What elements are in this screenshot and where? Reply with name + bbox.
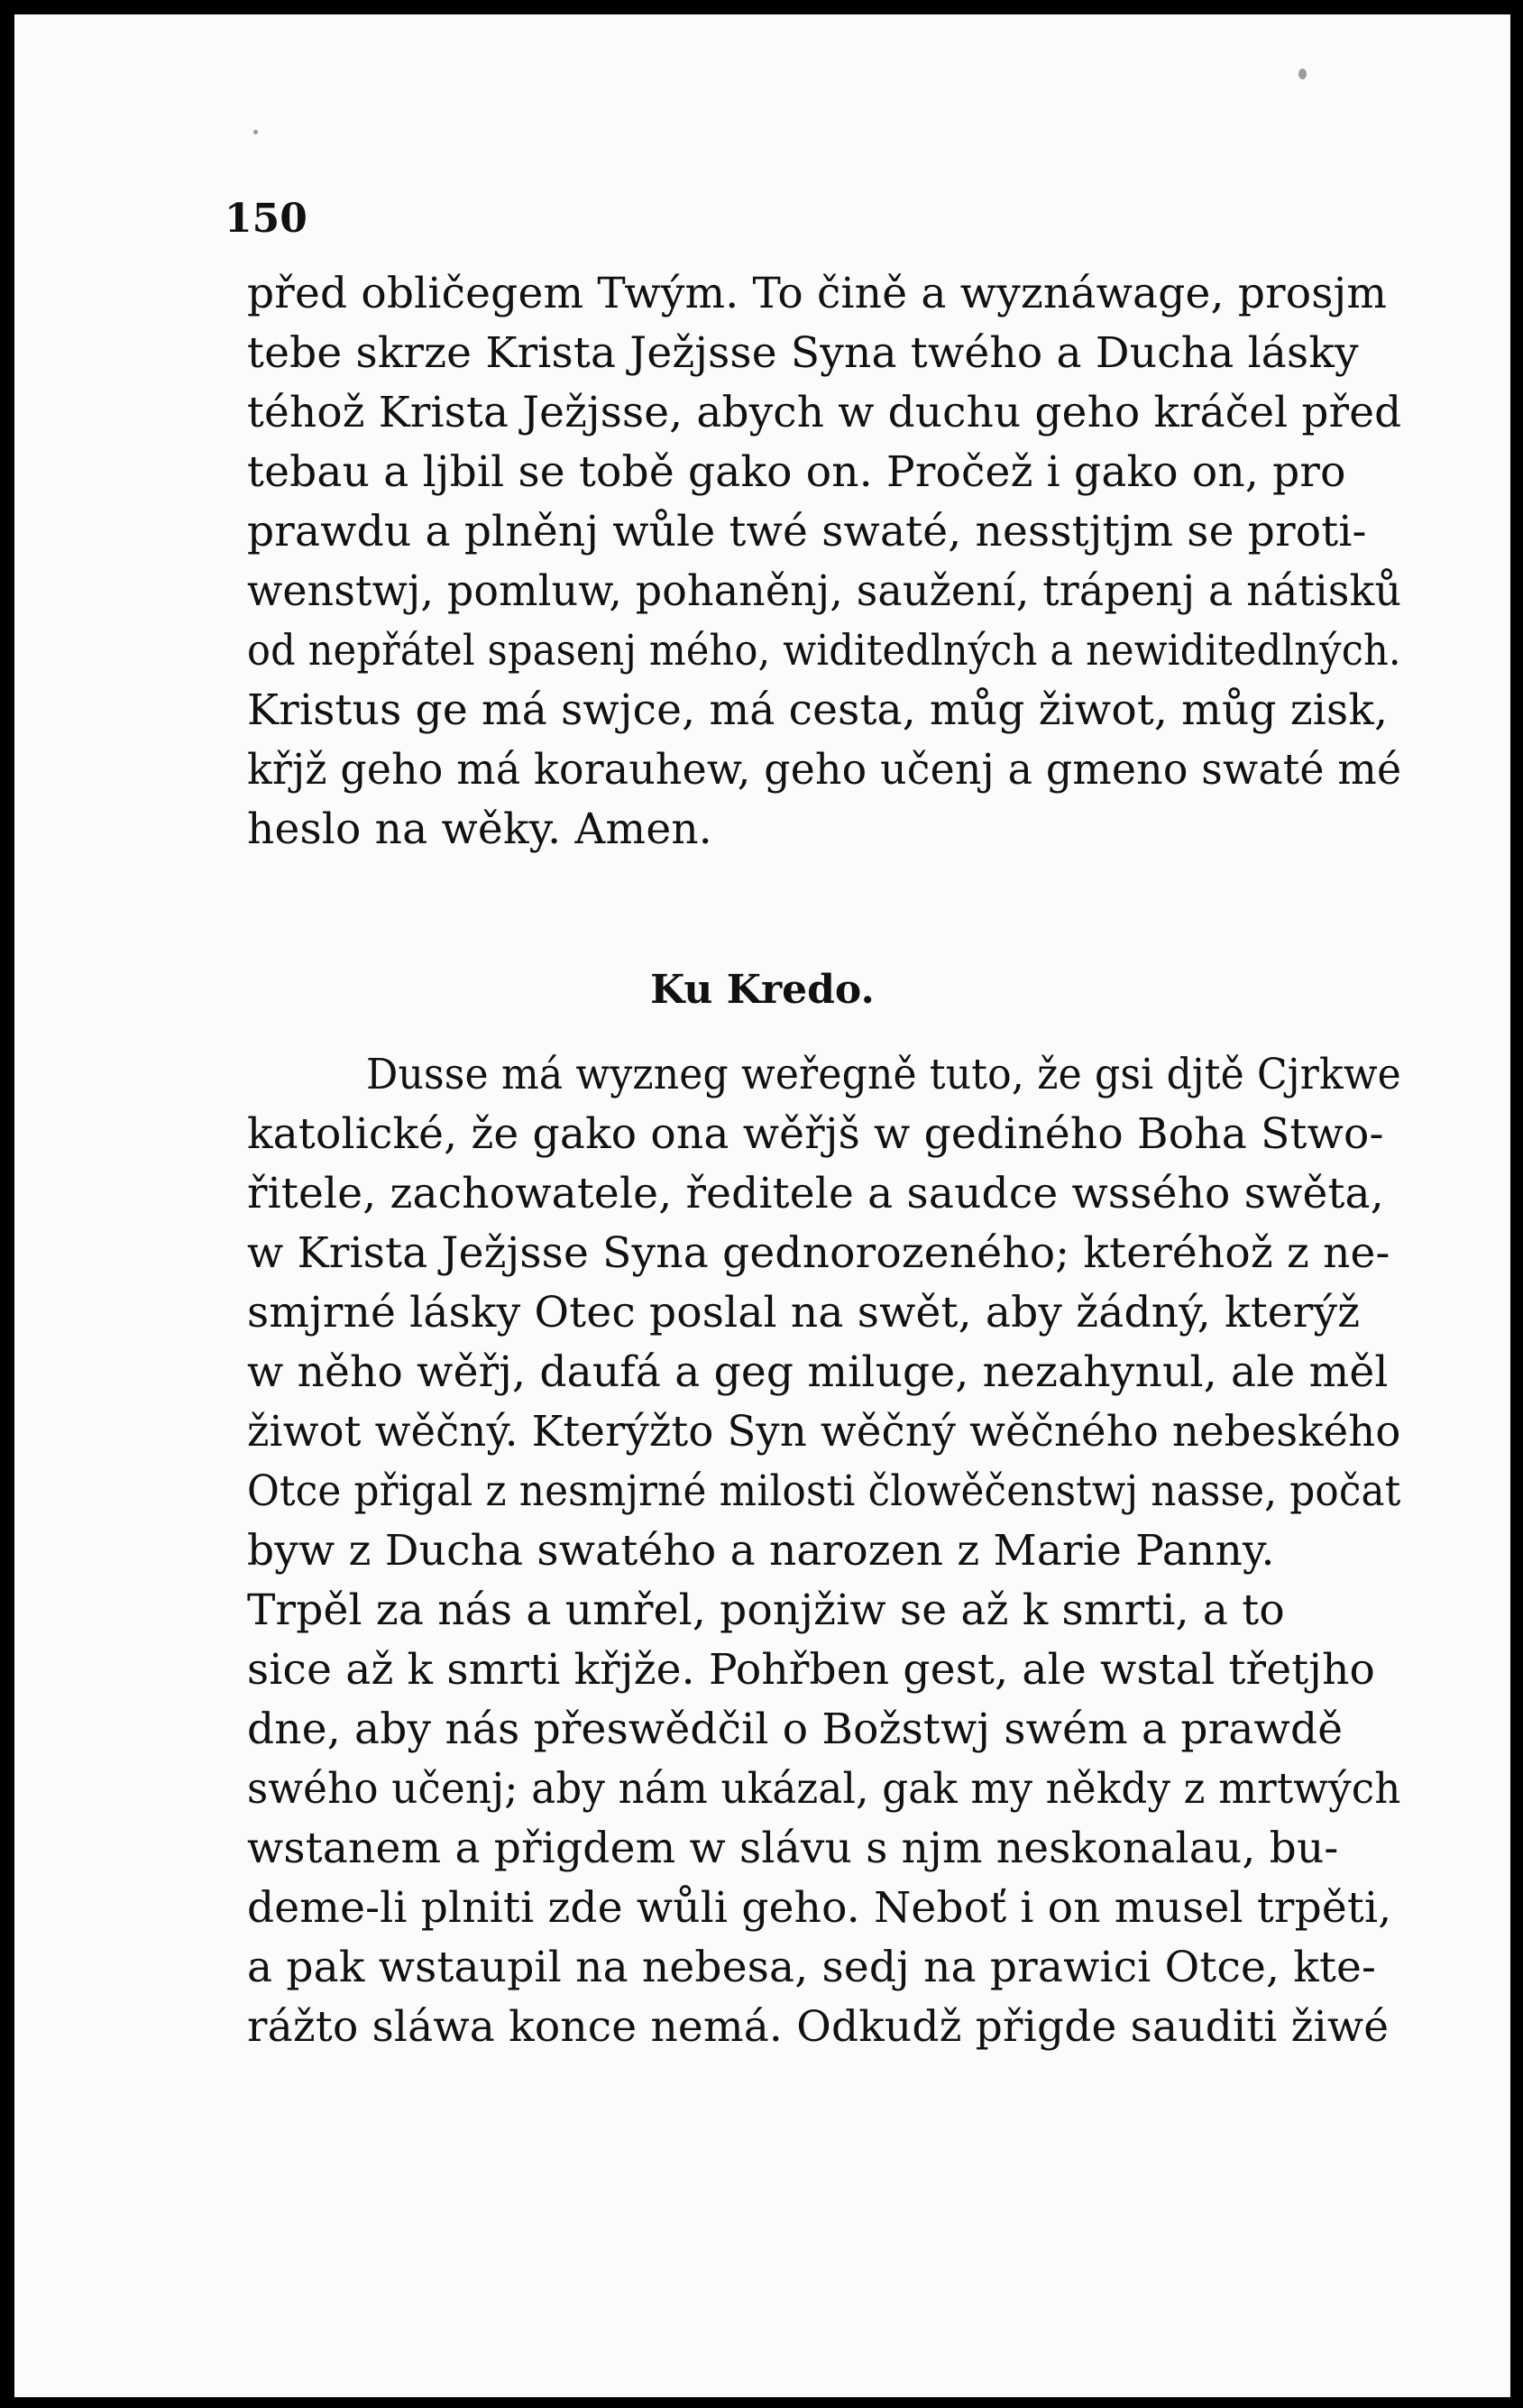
text-line: katolické, že gako ona wěřjš w gediného Boha Stwo- (247, 1109, 1384, 1159)
text-line: téhož Krista Ježjsse, abych w duchu geho kráčel před (247, 388, 1402, 437)
text-line: heslo na wěky. Amen. (247, 804, 712, 854)
page-text (14, 14, 1510, 2397)
book-page (14, 14, 1510, 2397)
text-line: rážto sláwa konce nemá. Odkudž přigde sauditi žiwé (247, 2002, 1390, 2052)
text-line: w Krista Ježjsse Syna gednorozeného; kteréhož z ne- (247, 1228, 1390, 1278)
text-line: tebau a ljbil se tobě gako on. Pročež i gako on, pro (247, 447, 1346, 497)
text-line: deme-li plniti zde wůli geho. Neboť i on musel trpěti, (247, 1883, 1392, 1933)
text-line: Otce přigal z nesmjrné milosti člowěčenstwj nasse, počat (247, 1466, 1401, 1516)
text-line: sice až k smrti křjže. Pohřben gest, ale wstal třetjho (247, 1645, 1376, 1695)
section-heading: Ku Kredo. (650, 967, 875, 1013)
text-line: wenstwj, pomluw, pohaněnj, saužení, trápenj a nátisků (247, 566, 1402, 616)
text-line: před obličegem Twým. To čině a wyznáwage, prosjm (247, 269, 1388, 318)
text-line: prawdu a plněnj wůle twé swaté, nesstjtjm se proti- (247, 507, 1367, 556)
text-line: křjž geho má korauhew, geho učenj a gmeno swaté mé (247, 745, 1402, 795)
text-line: a pak wstaupil na nebesa, sedj na prawici Otce, kte- (247, 1943, 1377, 1992)
text-line: řitele, zachowatele, ředitele a saudce wssého swěta, (247, 1169, 1384, 1218)
text-line: dne, aby nás přeswědčil o Božstwj swém a prawdě (247, 1705, 1344, 1754)
page-number: 150 (225, 196, 307, 242)
text-line: Kristus ge má swjce, má cesta, můg žiwot, můg zisk, (247, 685, 1389, 735)
text-line: byw z Ducha swatého a narozen z Marie Panny. (247, 1526, 1275, 1576)
text-line: swého učenj; aby nám ukázal, gak my někdy z mrtwých (247, 1764, 1401, 1814)
text-line: wstanem a přigdem w slávu s njm neskonalau, bu- (247, 1824, 1339, 1873)
text-line: žiwot wěčný. Kterýžto Syn wěčný wěčného nebeského (247, 1407, 1401, 1457)
text-line: tebe skrze Krista Ježjsse Syna twého a Ducha lásky (247, 328, 1359, 378)
text-line: Dusse má wyzneg weřegně tuto, že gsi djtě Cjrkwe (366, 1050, 1401, 1099)
text-line: od nepřátel spasenj mého, widitedlných a newiditedlných. (247, 626, 1401, 676)
text-line: smjrné lásky Otec poslal na swět, aby žádný, kterýž (247, 1288, 1361, 1337)
text-line: Trpěl za nás a umřel, ponjžiw se až k smrti, a to (247, 1585, 1285, 1635)
text-line: w něho wěřj, daufá a geg miluge, nezahynul, ale měl (247, 1347, 1389, 1397)
